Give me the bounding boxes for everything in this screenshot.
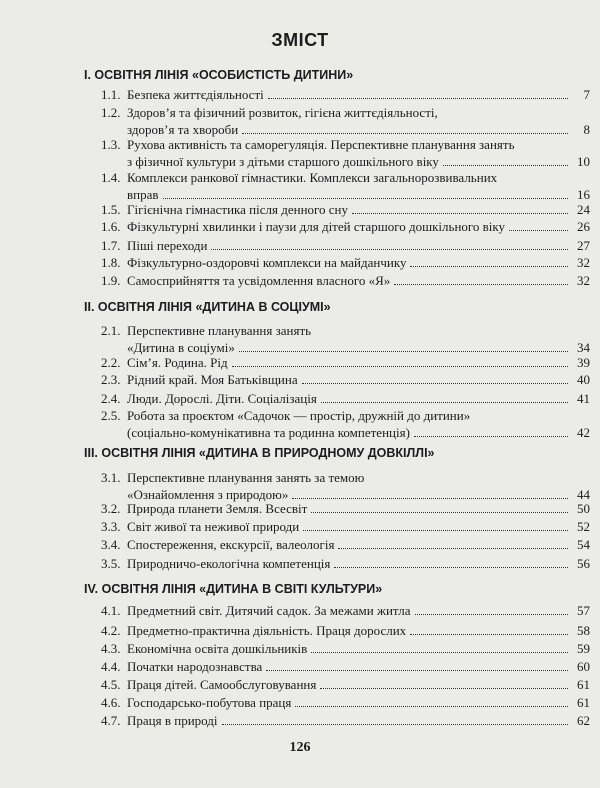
toc-entry: [101, 640, 590, 657]
dot-leader: [414, 436, 568, 437]
entry-title-line: Здоров’я та фізичний розвиток, гігієна життєдіяльності,: [127, 105, 438, 120]
entry-page-number: 41: [577, 391, 590, 406]
entry-title-line: Предметно-практична діяльність. Праця дорослих: [127, 623, 407, 638]
entry-page-number: 39: [577, 355, 590, 370]
toc-entry: [101, 104, 590, 138]
entry-number: 1.2.: [101, 105, 121, 120]
entry-number: 4.7.: [101, 713, 121, 728]
entry-number: 4.1.: [101, 603, 121, 618]
entry-page-number: 26: [577, 219, 590, 234]
dot-leader: [321, 402, 568, 403]
toc-entry: [101, 272, 590, 289]
dot-leader: [163, 198, 568, 199]
toc-entry: [101, 518, 590, 535]
entry-page-number: 8: [583, 122, 590, 137]
section-heading: IV. ОСВІТНЯ ЛІНІЯ «ДИТИНА В СВІТІ КУЛЬТУРИ»: [84, 582, 383, 596]
entry-page-number: 27: [577, 238, 590, 253]
page-title: ЗМІСТ: [271, 30, 329, 50]
entry-number: 3.3.: [101, 519, 121, 534]
entry-title-line: Гігієнічна гімнастика після денного сну: [127, 202, 349, 217]
entry-number: 3.2.: [101, 501, 121, 516]
entry-page-number: 52: [577, 519, 590, 534]
entry-number: 3.5.: [101, 556, 121, 571]
toc-entry: [101, 712, 590, 729]
entry-title-line: з фізичної культури з дітьми старшого дошкільного віку: [127, 154, 439, 169]
entry-number: 2.1.: [101, 323, 121, 338]
entry-page-number: 10: [577, 154, 590, 169]
entry-page-number: 54: [577, 537, 590, 552]
entry-page-number: 61: [577, 677, 590, 692]
dot-leader: [222, 724, 569, 725]
dot-leader: [268, 98, 568, 99]
entry-title-line: Самосприйняття та усвідомлення власного «Я»: [127, 273, 391, 288]
entry-number: 4.5.: [101, 677, 121, 692]
toc-entry: [101, 469, 590, 503]
toc-entry: [101, 86, 590, 103]
entry-title-line: здоров’я та хвороби: [127, 122, 239, 137]
dot-leader: [410, 634, 568, 635]
toc-entry: [101, 201, 590, 218]
entry-page-number: 60: [577, 659, 590, 674]
dot-leader: [443, 165, 568, 166]
section-heading: ІІ. ОСВІТНЯ ЛІНІЯ «ДИТИНА В СОЦІУМІ»: [84, 300, 331, 314]
entry-number: 1.8.: [101, 255, 121, 270]
section-heading: І. ОСВІТНЯ ЛІНІЯ «ОСОБИСТІСТЬ ДИТИНИ»: [84, 68, 354, 82]
entry-title-line: Початки народознавства: [127, 659, 263, 674]
entry-number: 3.1.: [101, 470, 121, 485]
entry-number: 3.4.: [101, 537, 121, 552]
entry-title-line: Комплекси ранкової гімнастики. Комплекси загальнорозвивальних: [127, 170, 498, 185]
dot-leader: [292, 498, 568, 499]
entry-title-line: Фізкультурні хвилинки і паузи для дітей старшого дошкільного віку: [127, 219, 506, 234]
dot-leader: [232, 366, 568, 367]
entry-title-line: Рухова активність та саморегуляція. Перспективне планування занять: [127, 137, 515, 152]
toc-entry: [101, 169, 590, 203]
entry-page-number: 44: [577, 487, 590, 502]
toc-entry: [101, 237, 590, 254]
entry-title-line: Піші переходи: [127, 238, 208, 253]
toc-entry: [101, 536, 590, 553]
entry-page-number: 57: [577, 603, 590, 618]
entry-page-number: 32: [577, 273, 590, 288]
dot-leader: [320, 688, 568, 689]
toc-entry: [101, 322, 590, 356]
entry-title-line: «Ознайомлення з природою»: [127, 487, 289, 502]
entry-title-line: Перспективне планування занять: [127, 323, 312, 338]
entry-page-number: 42: [577, 425, 590, 440]
toc-entry: [101, 602, 590, 619]
entry-title-line: вправ: [127, 187, 159, 202]
entry-page-number: 56: [577, 556, 590, 571]
toc-entry: [101, 371, 590, 388]
dot-leader: [311, 652, 568, 653]
toc-entry: [101, 622, 590, 639]
entry-number: 1.3.: [101, 137, 121, 152]
entry-title-line: «Дитина в соціумі»: [127, 340, 235, 355]
entry-number: 2.5.: [101, 408, 121, 423]
dot-leader: [352, 213, 568, 214]
dot-leader: [394, 284, 568, 285]
entry-number: 2.2.: [101, 355, 121, 370]
entry-title-line: Господарсько-побутова праця: [127, 695, 292, 710]
entry-title-line: Праця дітей. Самообслуговування: [127, 677, 317, 692]
entry-number: 4.6.: [101, 695, 121, 710]
toc-entry: [101, 354, 590, 371]
dot-leader: [239, 351, 568, 352]
dot-leader: [266, 670, 568, 671]
entry-title-line: Фізкультурно-оздоровчі комплекси на майданчику: [127, 255, 407, 270]
entry-number: 1.5.: [101, 202, 121, 217]
entry-page-number: 50: [577, 501, 590, 516]
entry-title-line: Природа планети Земля. Всесвіт: [127, 501, 308, 516]
entry-number: 4.2.: [101, 623, 121, 638]
dot-leader: [211, 249, 568, 250]
toc-entry: [101, 390, 590, 407]
entry-number: 1.4.: [101, 170, 121, 185]
entry-number: 1.6.: [101, 219, 121, 234]
toc-entry: [101, 694, 590, 711]
section-heading: ІІІ. ОСВІТНЯ ЛІНІЯ «ДИТИНА В ПРИРОДНОМУ ДОВКІЛЛІ»: [84, 446, 435, 460]
entry-number: 2.4.: [101, 391, 121, 406]
dot-leader: [311, 512, 568, 513]
toc-entry: [101, 407, 590, 441]
toc-entry: [101, 500, 590, 517]
dot-leader: [338, 548, 568, 549]
toc-entry: [101, 136, 590, 170]
dot-leader: [295, 706, 568, 707]
entry-page-number: 24: [577, 202, 590, 217]
entry-page-number: 16: [577, 187, 590, 202]
entry-title-line: Безпека життєдіяльності: [127, 87, 264, 102]
entry-number: 2.3.: [101, 372, 121, 387]
entry-number: 4.4.: [101, 659, 121, 674]
entry-number: 4.3.: [101, 641, 121, 656]
entry-title-line: Робота за проєктом «Садочок — простір, дружній до дитини»: [127, 408, 471, 423]
entry-page-number: 7: [583, 87, 590, 102]
entry-title-line: Економічна освіта дошкільників: [127, 641, 308, 656]
toc-entry: [101, 218, 590, 235]
toc-entry: [101, 676, 590, 693]
dot-leader: [303, 530, 568, 531]
entry-title-line: Сім’я. Родина. Рід: [127, 355, 228, 370]
dot-leader: [302, 383, 568, 384]
entry-title-line: Спостереження, екскурсії, валеологія: [127, 537, 335, 552]
toc-entry: [101, 555, 590, 572]
entry-page-number: 58: [577, 623, 590, 638]
entry-title-line: Праця в природі: [127, 713, 218, 728]
entry-page-number: 61: [577, 695, 590, 710]
dot-leader: [242, 133, 568, 134]
entry-title-line: Люди. Дорослі. Діти. Соціалізація: [127, 391, 317, 406]
entry-number: 1.1.: [101, 87, 121, 102]
entry-page-number: 62: [577, 713, 590, 728]
dot-leader: [415, 614, 568, 615]
dot-leader: [410, 266, 568, 267]
toc-entry: [101, 658, 590, 675]
entry-title-line: (соціально-комунікативна та родинна компетенція): [127, 425, 410, 440]
entry-page-number: 32: [577, 255, 590, 270]
entry-title-line: Перспективне планування занять за темою: [127, 470, 365, 485]
entry-title-line: Рідний край. Моя Батьківщина: [127, 372, 298, 387]
entry-title-line: Природничо-екологічна компетенція: [127, 556, 331, 571]
entry-number: 1.7.: [101, 238, 121, 253]
entry-page-number: 34: [577, 340, 590, 355]
dot-leader: [509, 230, 568, 231]
entry-title-line: Світ живої та неживої природи: [127, 519, 300, 534]
entry-page-number: 40: [577, 372, 590, 387]
entry-number: 1.9.: [101, 273, 121, 288]
dot-leader: [334, 567, 568, 568]
entry-title-line: Предметний світ. Дитячий садок. За межами житла: [127, 603, 411, 618]
entry-page-number: 59: [577, 641, 590, 656]
toc-entry: [101, 254, 590, 271]
page-number: 126: [289, 740, 311, 755]
